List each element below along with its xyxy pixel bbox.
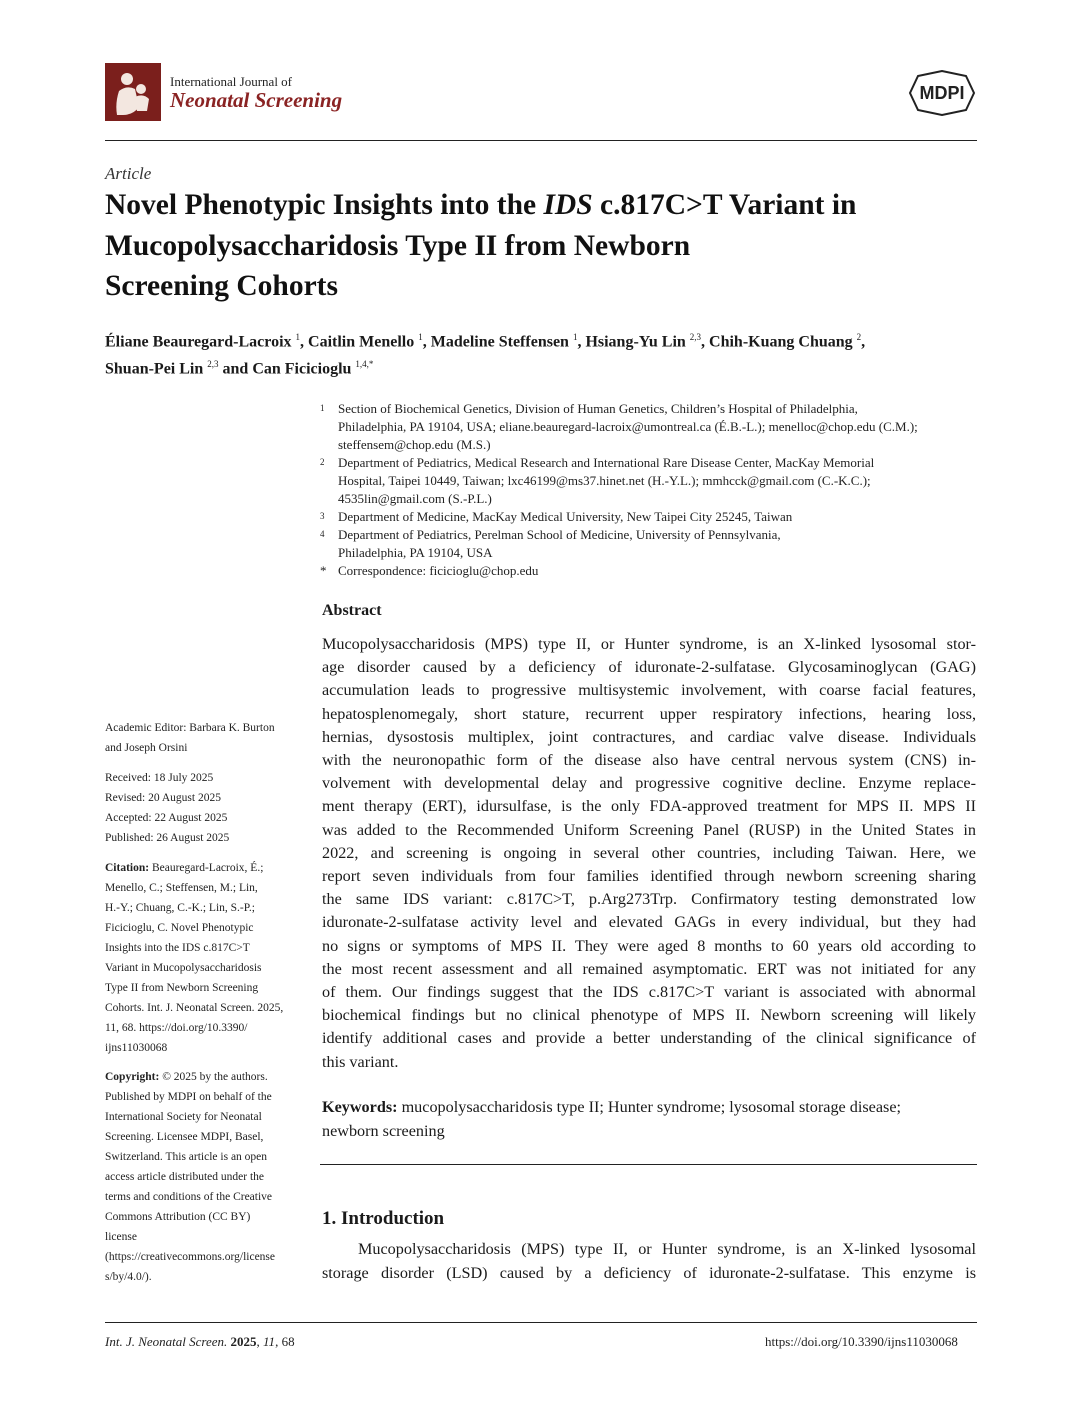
journal-name-prefix: International Journal of — [170, 74, 293, 89]
footer-divider — [105, 1322, 977, 1323]
gene-name: IDS — [543, 189, 593, 221]
title-line: Mucopolysaccharidosis Type II from Newborn — [105, 229, 691, 262]
keywords — [322, 1095, 976, 1143]
section-divider — [320, 1164, 977, 1165]
journal-name: Neonatal Screening — [170, 88, 343, 112]
author-line: Éliane Beauregard-Lacroix $^1$, Caitlin Menello $^1$, Madeline Steffensen $^1$, Hsiang-Yu Lin $^{2,3}$, Chih-Kuang Chuang $^2$, — [105, 332, 866, 351]
introduction-body: Mucopolysaccharidosis (MPS) type II, or Hunter syndrome, is an X-linked lysosomal storage disorder (LSD) caused by a deficiency of iduronate-2-sulfatase. This enzyme is — [322, 1240, 976, 1282]
abstract-heading: Abstract — [322, 602, 382, 619]
section-heading: 1. Introduction — [322, 1208, 445, 1229]
header-divider — [105, 140, 977, 141]
title-line: Novel Phenotypic Insights into the IDS c.817C>T Variant in — [105, 189, 857, 221]
keywords-label: Keywords: — [322, 1098, 398, 1116]
citation-doi-link[interactable]: 11, 68. https://doi.org/10.3390/ — [105, 1022, 248, 1034]
citation: Citation: Beauregard-Lacroix, É.; Menello, C.; Steffensen, M.; Lin, H.-Y.; Chuang, C.-K.; Lin, S.-P.; Ficicioglu, C. Novel Phenotypic Insights into the IDS c.817C>T Variant in Mucopolysaccharidosis Type II from Newborn Screening Cohorts. Int. J. Neonatal Screen. 2025, 11, 68. https://doi.org/10.3390/ ijns11030068 — [105, 858, 305, 1058]
publisher-logo-text: MDPI — [919, 83, 965, 103]
keywords-text: mucopolysaccharidosis type II; Hunter syndrome; lysosomal storage disease; — [397, 1098, 902, 1116]
article-type: Article — [105, 164, 152, 183]
license-link[interactable]: (https://creativecommons.org/license — [105, 1251, 276, 1263]
article-title — [105, 185, 965, 307]
footer-doi-link[interactable]: https://doi.org/10.3390/ijns11030068 — [765, 1334, 958, 1349]
mother-child-icon — [105, 63, 161, 121]
copyright: Copyright: © 2025 by the authors. Published by MDPI on behalf of the International Society for Neonatal Screening. Licensee MDPI, Basel, Switzerland. This article is an open access article distributed under the terms and conditions of the Creative Commons Attribution (CC BY) license (https://creativecommons.org/license s/by/4.0/). — [105, 1067, 305, 1287]
academic-editor: Academic Editor: Barbara K. Burton and Joseph Orsini — [105, 722, 275, 754]
title-line: Screening Cohorts — [105, 270, 338, 302]
journal-logo — [105, 63, 161, 121]
publisher-logo — [906, 70, 978, 116]
author-list — [105, 326, 985, 381]
keywords-text: newborn screening — [322, 1122, 445, 1140]
author-line: Shuan-Pei Lin $^{2,3}$ and Can Ficicioglu $^{1,4,*}$ — [105, 359, 374, 378]
footer-citation: Int. J. Neonatal Screen. 2025, 11, 68 — [105, 1334, 295, 1349]
abstract-body: Mucopolysaccharidosis (MPS) type II, or Hunter syndrome, is an X-linked lysosomal stor- age disorder caused by a deficiency of iduronate-2-sulfatase. Glycosaminoglycan (GAG) accumulation leads to progressive multisystemic involvement, with coarse facial features, hepatosplenomegaly, short stature, recurrent upper respiratory infections, hearing loss, hernias, dysostosis multiplex, joint contractures, and cardiac valve disease. Individuals with the neuronopathic form of the disease also have central nervous system (CNS) in- volvement with developmental delay and progressive cognitive decline. Enzyme replace- ment therapy (ERT), idursulfase, is the only FDA-approved treatment for MPS II. MPS II was added to the Recommended Uniform Screening Panel (RUSP) in the United States in 2022, and screening is ongoing in several other countries, including Taiwan. Here, we report seven individuals from four families identified through newborn screening sharing the same IDS variant: c.817C>T, p.Arg273Trp. Confirmatory testing demonstrated low iduronate-2-sulfatase activity level and elevated GAGs in every individual, but they had no signs or symptoms of MPS II. They were aged 8 months to 60 years old according to the most recent assessment and all remained asymptomatic. ERT was not initiated for any of them. Our findings suggest that the IDS c.817C>T variant is associated with abnormal biochemical findings but no clinical phenotype of MPS II. Newborn screening will likely identify additional cases and provide a better understanding of the clinical significance of this variant. — [322, 635, 976, 1071]
article-dates: Received: 18 July 2025 Revised: 20 August 2025 Accepted: 22 August 2025 Published: 26 August 2025 — [105, 772, 230, 844]
